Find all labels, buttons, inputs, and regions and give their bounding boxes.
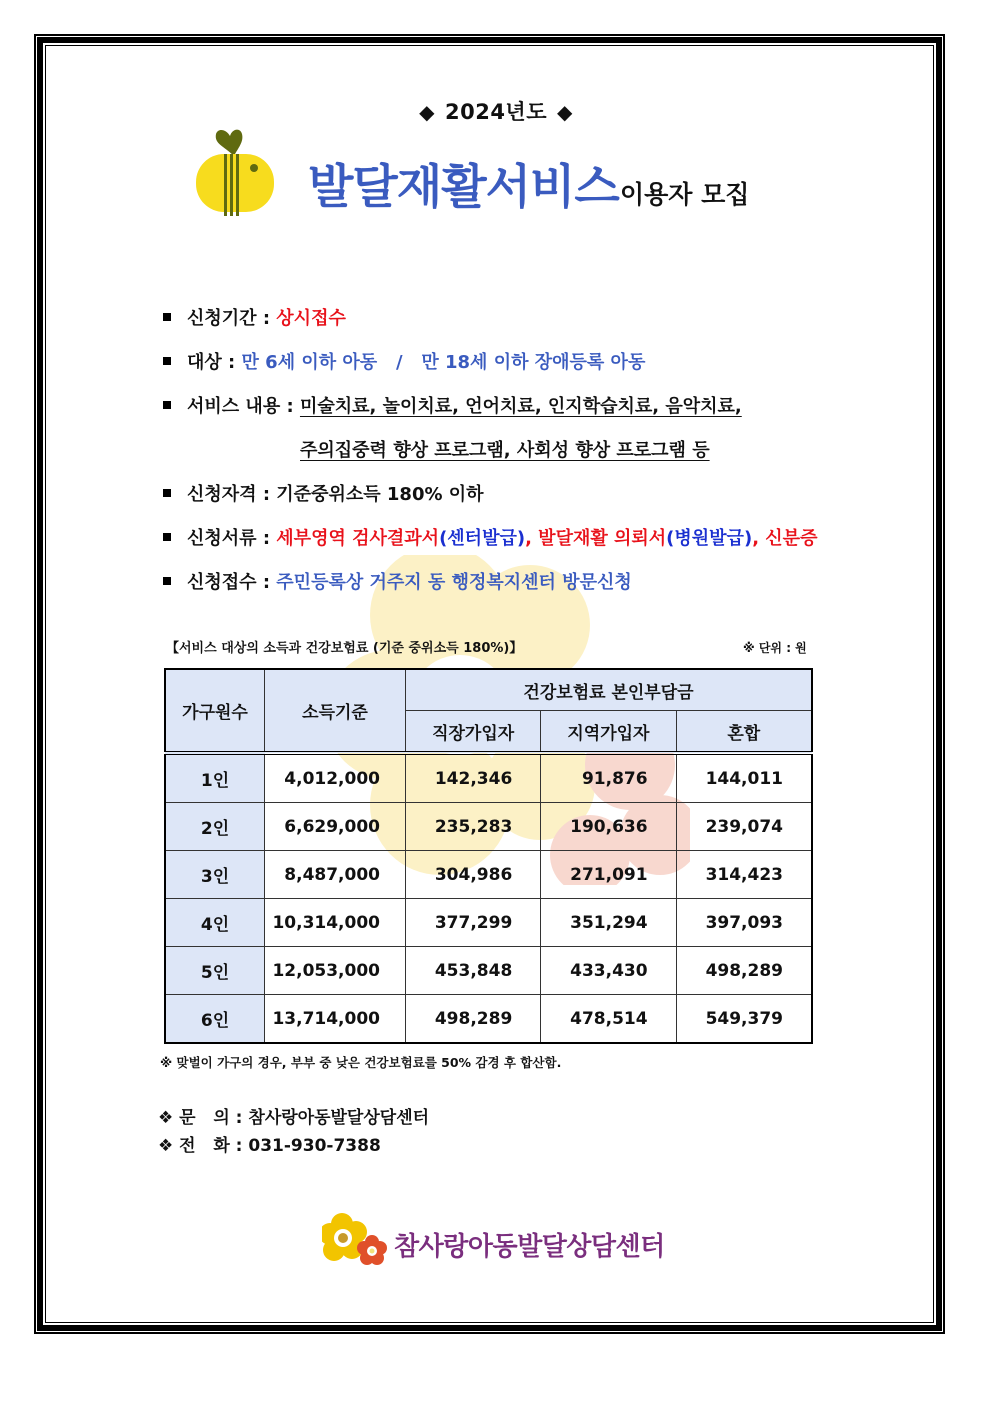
header-income: 소득기준	[265, 669, 406, 753]
cell-regional: 433,430	[541, 947, 676, 995]
info-item-target	[163, 348, 645, 374]
cell-regional: 271,091	[541, 851, 676, 899]
info-value: 주의집중력 향상 프로그램, 사회성 향상 프로그램 등	[300, 440, 710, 461]
cell-household: 4인	[165, 899, 265, 947]
header-insurance-group: 건강보험료 본인부담금	[406, 669, 813, 711]
income-table	[164, 668, 813, 1044]
cell-regional: 190,636	[541, 803, 676, 851]
cell-household: 6인	[165, 995, 265, 1044]
contact-info	[158, 1103, 429, 1159]
footer-org-name: 참사랑아동발달상담센터	[394, 1232, 665, 1262]
cell-income: 10,314,000	[265, 899, 406, 947]
info-label: 대상	[187, 352, 222, 373]
cell-employee: 304,986	[406, 851, 541, 899]
info-label: 신청기간	[187, 308, 257, 329]
info-label: 신청서류	[187, 528, 257, 549]
info-item-eligibility	[163, 480, 484, 506]
info-label: 신청접수	[187, 572, 257, 593]
cell-employee: 377,299	[406, 899, 541, 947]
table-row	[165, 947, 812, 995]
doc-part: 세부영역 검사결과서	[276, 528, 440, 549]
separator: :	[256, 572, 277, 593]
bullet-square-icon	[163, 489, 171, 497]
table-row	[165, 995, 812, 1044]
doc-part: (센터발급)	[439, 528, 526, 549]
table-unit: ※ 단위 : 원	[743, 641, 807, 655]
info-label: 서비스 내용	[187, 396, 281, 417]
page-subtitle: 이용자 모집	[620, 180, 750, 209]
cell-income: 4,012,000	[265, 753, 406, 803]
cell-mixed: 549,379	[676, 995, 812, 1044]
cell-mixed: 144,011	[676, 753, 812, 803]
info-item-documents	[163, 524, 817, 550]
bullet-square-icon	[163, 357, 171, 365]
bullet-square-icon	[163, 313, 171, 321]
info-value: 기준중위소득 180% 이하	[276, 484, 484, 505]
year-label: 2024년도	[444, 100, 548, 124]
cell-employee: 235,283	[406, 803, 541, 851]
separator: :	[221, 352, 242, 373]
cell-household: 2인	[165, 803, 265, 851]
cell-income: 12,053,000	[265, 947, 406, 995]
info-value: 주민등록상 거주지 동 행정복지센터 방문신청	[276, 572, 632, 593]
cell-regional: 91,876	[541, 753, 676, 803]
table-row	[165, 753, 812, 803]
cell-income: 8,487,000	[265, 851, 406, 899]
cell-income: 6,629,000	[265, 803, 406, 851]
info-label: 신청자격	[187, 484, 257, 505]
cell-mixed: 314,423	[676, 851, 812, 899]
info-item-services	[163, 392, 742, 418]
separator: :	[280, 396, 300, 417]
bee-logo-icon	[194, 126, 276, 222]
table-row	[165, 899, 812, 947]
page-title: 발달재활서비스	[308, 160, 619, 215]
bullet-square-icon	[163, 401, 171, 409]
year-heading	[0, 96, 992, 126]
cell-mixed: 239,074	[676, 803, 812, 851]
doc-part: , 신분증	[752, 528, 818, 549]
cell-household: 1인	[165, 753, 265, 803]
doc-part: (병원발급)	[666, 528, 753, 549]
contact-inquiry: ❖ 문 의 : 참사랑아동발달상담센터	[158, 1108, 430, 1128]
diamond-icon: ◆	[557, 100, 573, 124]
cell-employee: 142,346	[406, 753, 541, 803]
cell-household: 3인	[165, 851, 265, 899]
header-mixed: 혼합	[676, 711, 812, 754]
header-employee: 직장가입자	[406, 711, 541, 754]
cell-regional: 351,294	[541, 899, 676, 947]
cell-mixed: 397,093	[676, 899, 812, 947]
info-item-period	[163, 304, 346, 330]
cell-employee: 453,848	[406, 947, 541, 995]
cell-employee: 498,289	[406, 995, 541, 1044]
info-item-application	[163, 568, 632, 594]
table-row	[165, 851, 812, 899]
cell-regional: 478,514	[541, 995, 676, 1044]
separator: :	[256, 308, 277, 329]
cell-mixed: 498,289	[676, 947, 812, 995]
info-value: 미술치료, 놀이치료, 언어치료, 인지학습치료, 음악치료,	[299, 396, 742, 417]
info-value: 만 6세 이하 아동 / 만 18세 이하 장애등록 아동	[241, 352, 646, 373]
cell-income: 13,714,000	[265, 995, 406, 1044]
table-row	[165, 803, 812, 851]
header-regional: 지역가입자	[541, 711, 676, 754]
table-header-row	[165, 669, 812, 711]
bullet-square-icon	[163, 533, 171, 541]
doc-part: , 발달재활 의뢰서	[525, 528, 667, 549]
info-value: 상시접수	[276, 308, 346, 329]
bullet-square-icon	[163, 577, 171, 585]
contact-phone: ❖ 전 화 : 031-930-7388	[158, 1136, 381, 1156]
diamond-icon: ◆	[419, 100, 435, 124]
table-note: ※ 맞벌이 가구의 경우, 부부 중 낮은 건강보험료를 50% 감경 후 합산함.	[160, 1055, 562, 1070]
cell-household: 5인	[165, 947, 265, 995]
info-item-services-cont	[300, 436, 710, 462]
flower-logo-icon	[322, 1210, 392, 1270]
separator: :	[256, 528, 277, 549]
table-caption: 【서비스 대상의 소득과 건강보험료 (기준 중위소득 180%)】	[166, 641, 523, 656]
header-household: 가구원수	[165, 669, 265, 753]
separator: :	[256, 484, 277, 505]
